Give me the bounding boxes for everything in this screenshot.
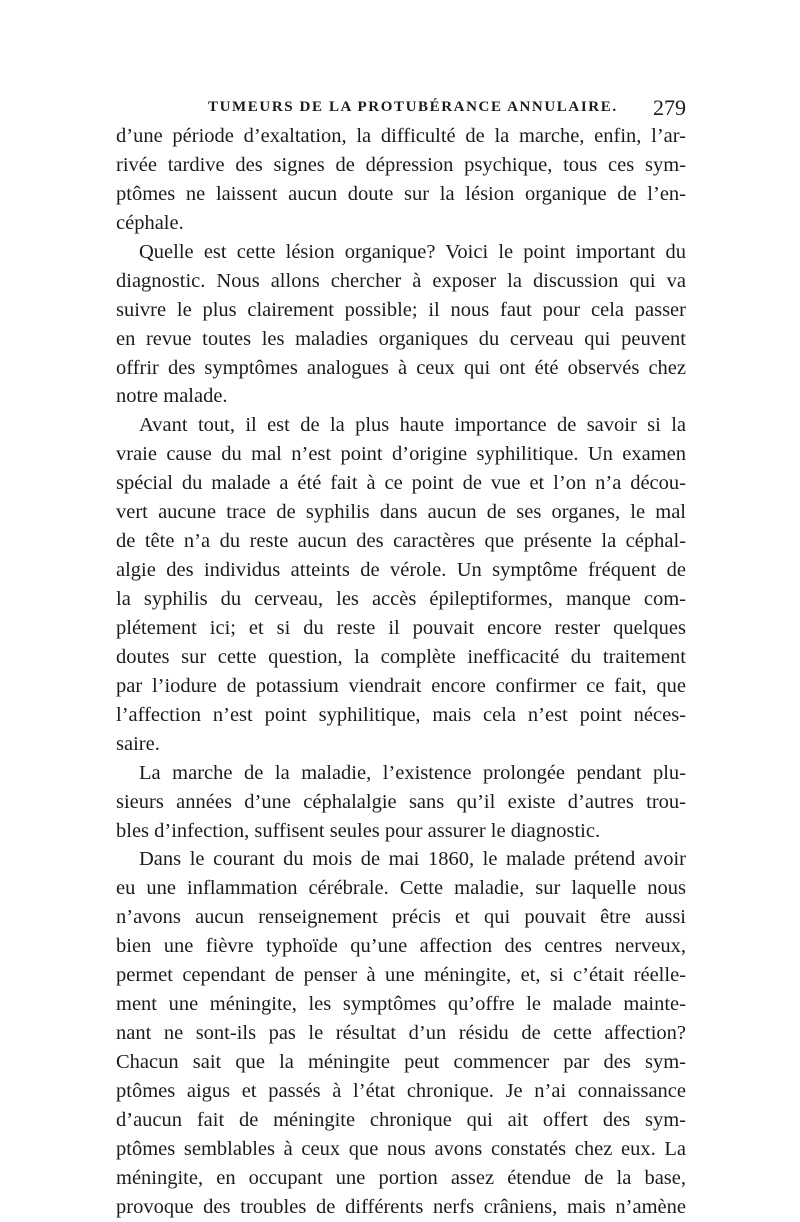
text-line: ptômes aigus et passés à l’état chronique. Je n’ai connaissance	[116, 1079, 686, 1102]
text-line: ptômes ne laissent aucun doute sur la lésion organique de l’en-	[116, 182, 686, 205]
text-line: d’une période d’exaltation, la difficulté de la marche, enfin, l’ar-	[116, 125, 686, 147]
running-title: TUMEURS DE LA PROTUBÉRANCE ANNULAIRE.	[208, 99, 618, 115]
text-line: vert aucune trace de syphilis dans aucun de ses organes, le mal	[116, 501, 686, 524]
text-line: eu une inflammation cérébrale. Cette maladie, sur laquelle nous	[116, 877, 686, 900]
text-line: n’avons aucun renseignement précis et qui pouvait être aussi	[116, 906, 686, 929]
text-line: La marche de la maladie, l’existence prolongée pendant plu-	[139, 761, 686, 784]
text-line: Avant tout, il est de la plus haute importance de savoir si la	[139, 414, 686, 437]
text-line: nant ne sont-ils pas le résultat d’un résidu de cette affection?	[116, 1022, 686, 1045]
text-line: par l’iodure de potassium viendrait encore confirmer ce fait, que	[116, 674, 686, 697]
text-line: Chacun sait que la méningite peut commencer par des sym-	[116, 1051, 686, 1073]
text-line: sieurs années d’une céphalalgie sans qu’il existe d’autres trou-	[116, 790, 686, 813]
text-line: suivre le plus clairement possible; il nous faut pour cela passer	[116, 298, 686, 321]
text-line: méningite, en occupant une portion assez étendue de la base,	[116, 1166, 686, 1189]
text-line: de tête n’a du reste aucun des caractères que présente la céphal-	[116, 530, 686, 553]
text-line: Quelle est cette lésion organique? Voici le point important du	[139, 240, 686, 263]
text-line: offrir des symptômes analogues à ceux qui ont été observés chez	[116, 356, 686, 379]
text-line: diagnostic. Nous allons chercher à exposer la discussion qui va	[116, 269, 686, 292]
text-line: rivée tardive des signes de dépression psychique, tous ces sym-	[116, 153, 686, 176]
text-line: provoque des troubles de différents nerfs crâniens, mais n’amène	[116, 1195, 686, 1218]
text-line: la syphilis du cerveau, les accès épileptiformes, manque com-	[116, 588, 686, 610]
text-line: en revue toutes les maladies organiques du cerveau qui peuvent	[116, 327, 686, 350]
text-line: céphale.	[116, 211, 184, 234]
text-line: spécial du malade a été fait à ce point de vue et l’on n’a décou-	[116, 472, 686, 495]
body-text	[116, 122, 686, 1222]
page-header	[116, 95, 686, 123]
text-line: permet cependant de penser à une méningite, et, si c’était réelle-	[116, 964, 686, 987]
text-line: saire.	[116, 732, 160, 755]
text-line: plétement ici; et si du reste il pouvait encore rester quelques	[116, 616, 686, 639]
text-line: Dans le courant du mois de mai 1860, le malade prétend avoir	[139, 848, 686, 871]
text-line: d’aucun fait de méningite chronique qui ait offert des sym-	[116, 1108, 686, 1131]
text-line: vraie cause du mal n’est point d’origine syphilitique. Un examen	[116, 443, 686, 466]
text-line: algie des individus atteints de vérole. Un symptôme fréquent de	[116, 559, 686, 582]
text-line: ment une méningite, les symptômes qu’offre le malade mainte-	[116, 993, 686, 1016]
page-number: 279	[653, 95, 686, 120]
text-line: bien une fièvre typhoïde qu’une affection des centres nerveux,	[116, 935, 686, 958]
text-line: doutes sur cette question, la complète inefficacité du traitement	[116, 645, 686, 668]
text-line: l’affection n’est point syphilitique, mais cela n’est point néces-	[116, 703, 686, 726]
text-line: notre malade.	[116, 385, 228, 408]
text-line: bles d’infection, suffisent seules pour assurer le diagnostic.	[116, 819, 601, 842]
text-line: ptômes semblables à ceux que nous avons constatés chez eux. La	[116, 1137, 686, 1160]
